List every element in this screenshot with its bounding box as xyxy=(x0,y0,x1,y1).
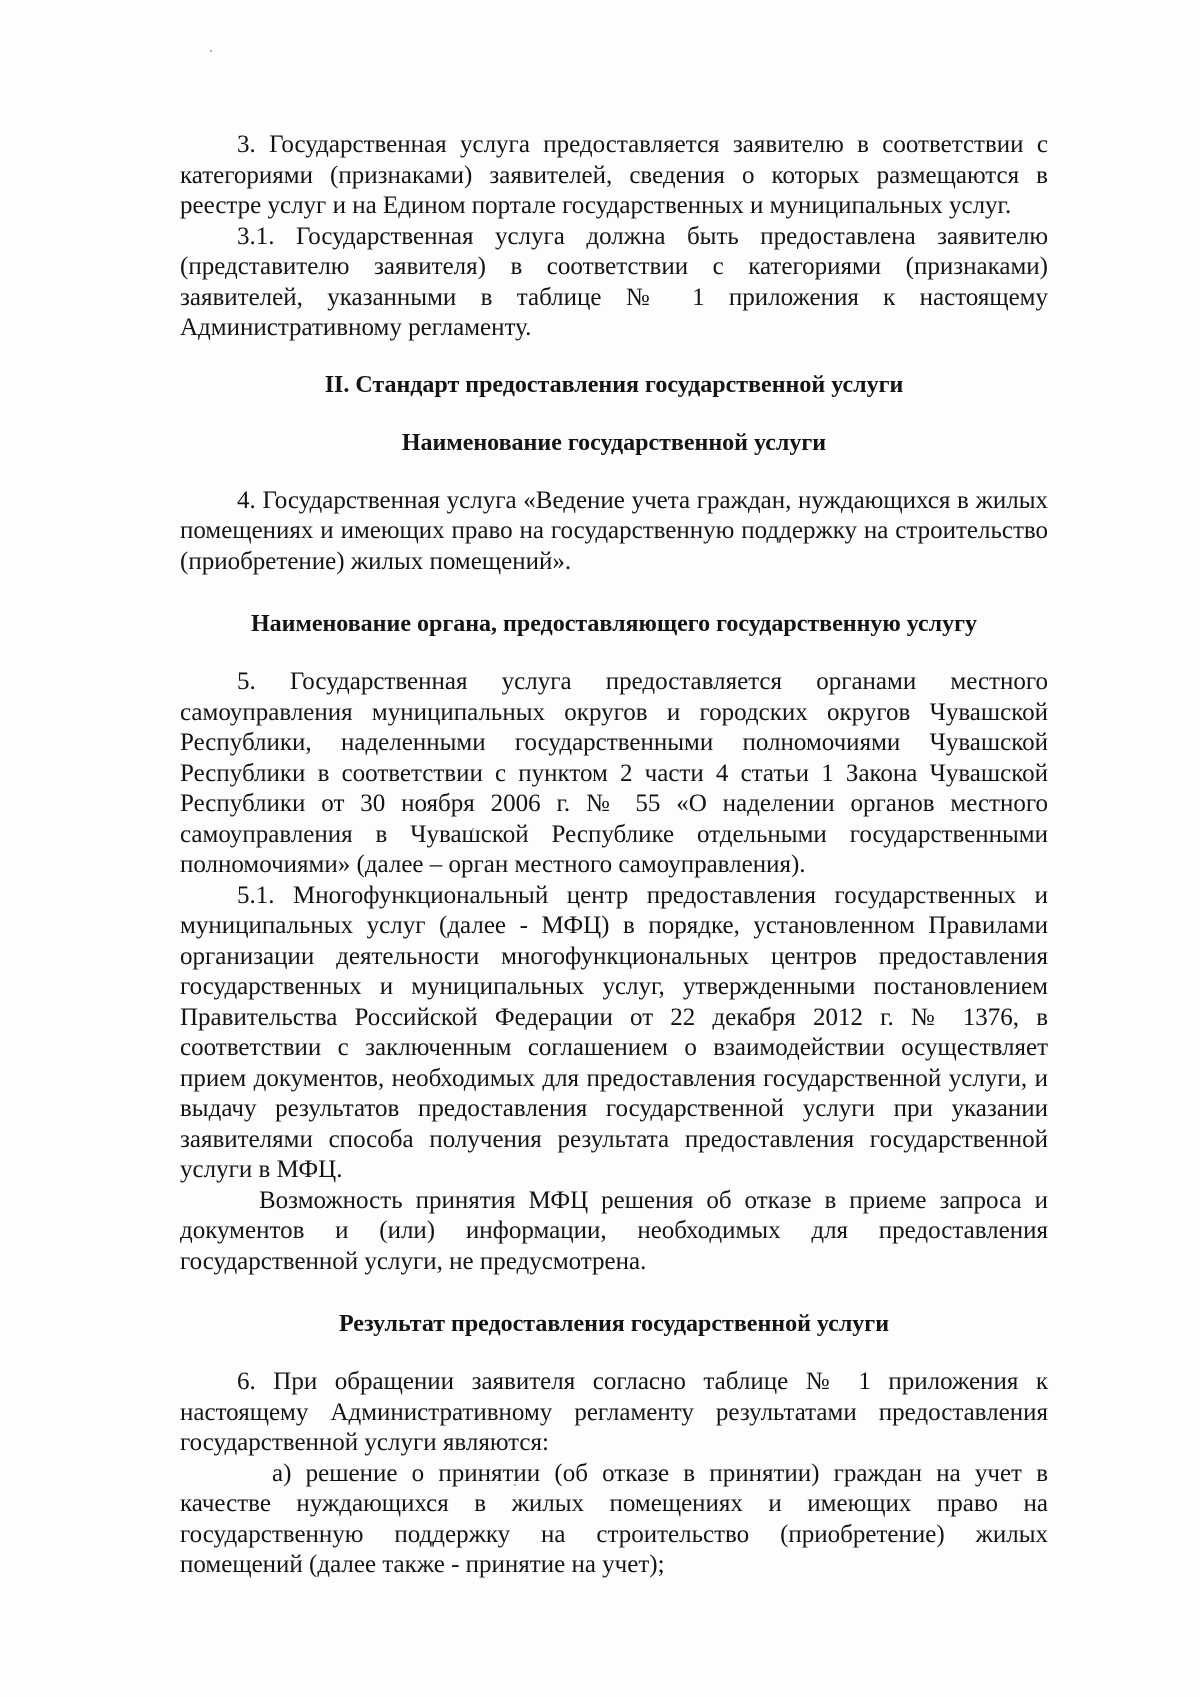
paragraph-6: 6. При обращении заявителя согласно таблице № 1 приложения к настоящему Административному регламенту результатами предоставления государственной услуги являются: xyxy=(180,1368,1048,1456)
paragraph-3-1: 3.1. Государственная услуга должна быть предоставлена заявителю (представителю заявителя) в соответствии с категориями (признаками) заявителей, указанными в таблице № 1 приложения к настоящему Административному регламенту. xyxy=(180,222,1048,341)
subheading-authority: Наименование органа, предоставляющего государственную услугу xyxy=(250,611,978,637)
scan-speck xyxy=(210,50,212,52)
paragraph-mfc-refusal: Возможность принятия МФЦ решения об отказе в приеме запроса и документов и (или) информации, необходимых для предоставления государственной услуги, не предусмотрена. xyxy=(180,1186,1048,1275)
document-body xyxy=(180,130,1048,1581)
paragraph-3: 3. Государственная услуга предоставляется заявителю в соответствии с категориями (признаками) заявителей, сведения о которых размещаются в реестре услуг и на Едином портале государственных и муниципальных услуг. xyxy=(180,131,1048,219)
paragraph-5-1: 5.1. Многофункциональный центр предоставления государственных и муниципальных услуг (далее - МФЦ) в порядке, установленном Правилами организации деятельности многофункциональных центров предоставления государственных и муниципальных услуг, утвержденными постановлением Правительства Российской Федерации от 22 декабря 2012 г. № 1376, в соответствии с заключенным соглашением о взаимодействии осуществляет прием документов, необходимых для предоставления государственной услуги, и выдачу результатов предоставления государственной услуги при указании заявителями способа получения результата предоставления государственной услуги в МФЦ. xyxy=(180,881,1048,1183)
paragraph-4: 4. Государственная услуга «Ведение учета граждан, нуждающихся в жилых помещениях и имеющих право на государственную поддержку на строительство (приобретение) жилых помещений». xyxy=(180,486,1048,575)
paragraph-5: 5. Государственная услуга предоставляется органами местного самоуправления муниципальных округов и городских округов Чувашской Республики, наделенными государственными полномочиями Чувашской Республики в соответствии с пунктом 2 части 4 статьи 1 Закона Чувашской Республики от 30 ноября 2006 г. № 55 «О наделении органов местного самоуправления в Чувашской Республике отдельными государственными полномочиями» (далее – орган местного самоуправления). xyxy=(180,668,1048,878)
paragraph-6-a: а) решение о принятии (об отказе в принятии) граждан на учет в качестве нуждающихся в жилых помещениях и имеющих право на государственную поддержку на строительство (приобретение) жилых помещений (далее также - принятие на учет); xyxy=(180,1459,1048,1578)
subheading-service-name: Наименование государственной услуги xyxy=(401,429,827,456)
section-heading: II. Стандарт предоставления государственной услуги xyxy=(324,371,904,398)
subheading-result: Результат предоставления государственной услуги xyxy=(338,1311,890,1337)
